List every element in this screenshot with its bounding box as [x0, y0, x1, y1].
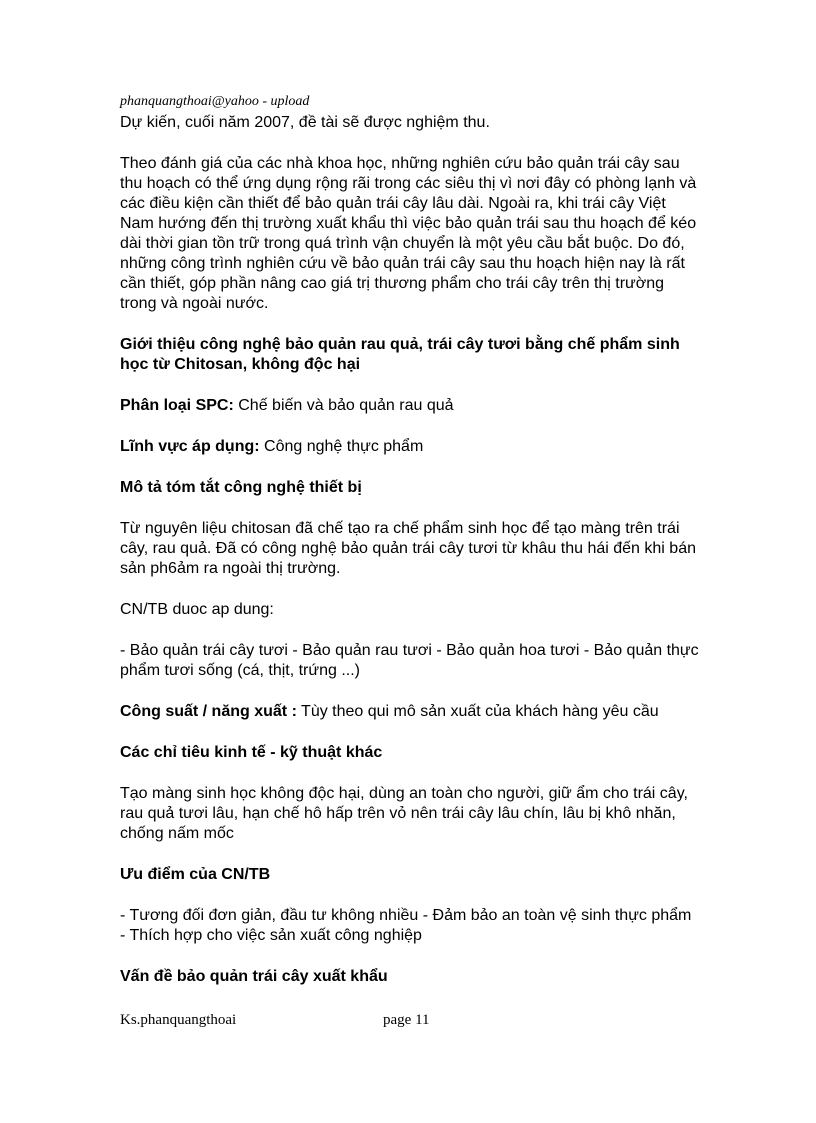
paragraph-applications-list: - Bảo quản trái cây tươi - Bảo quản rau tươi - Bảo quản hoa tươi - Bảo quản thực phẩm tươi sống (cá, thịt, trứng ...)	[120, 642, 699, 679]
capacity-value: Tùy theo qui mô sản xuất của khách hàng yêu cầu	[296, 703, 659, 720]
upload-note: phanquangthoai@yahoo - upload	[120, 94, 310, 109]
heading-introduction: Giới thiệu công nghệ bảo quản rau quả, trái cây tươi bằng chế phẩm sinh học từ Chitosan, không độc hại	[120, 336, 680, 373]
paragraph-applied: CN/TB duoc ap dung:	[120, 601, 274, 618]
spc-classification	[120, 396, 700, 416]
spc-value: Chế biến và bảo quản rau quả	[233, 397, 454, 414]
capacity	[120, 702, 700, 722]
heading-other-criteria: Các chỉ tiêu kinh tế - kỹ thuật khác	[120, 744, 383, 761]
paragraph-acceptance: Dự kiến, cuối năm 2007, đề tài sẽ được nghiệm thu.	[120, 114, 490, 131]
field-label: Lĩnh vực áp dụng:	[120, 438, 260, 455]
spc-label: Phân loại SPC:	[120, 397, 234, 414]
footer-author: Ks.phanquangthoai	[120, 1012, 237, 1028]
paragraph-advantages: - Tương đối đơn giản, đầu tư không nhiều - Đảm bảo an toàn vệ sinh thực phẩm - Thích hợp cho việc sản xuất công nghiệp	[120, 907, 692, 944]
paragraph-assessment: Theo đánh giá của các nhà khoa học, những nghiên cứu bảo quản trái cây sau thu hoạch có thể ứng dụng rộng rãi trong các siêu thị vì nơi đây có phòng lạnh và các điều kiện cần thiết để bảo quản trái cây lâu dài. Ngoài ra, khi trái cây Việt Nam hướng đến thị trường xuất khẩu thì việc bảo quản trái sau thu hoạch để kéo dài thời gian tồn trữ trong quá trình vận chuyển là một yêu cầu bắt buộc. Do đó, những công trình nghiên cứu về bảo quản trái cây sau thu hoạch hiện nay là rất cần thiết, góp phần nâng cao giá trị thương phẩm cho trái cây trên thị trường trong và ngoài nước.	[120, 155, 697, 312]
heading-advantages: Ưu điểm của CN/TB	[120, 866, 271, 883]
footer-page-number: page 11	[383, 1012, 430, 1028]
heading-export: Vấn đề bảo quản trái cây xuất khẩu	[120, 968, 388, 985]
capacity-label: Công suất / năng xuất :	[120, 703, 297, 720]
field-value: Công nghệ thực phẩm	[259, 438, 424, 455]
paragraph-description: Từ nguyên liệu chitosan đã chế tạo ra chế phẩm sinh học để tạo màng trên trái cây, rau quả. Đã có công nghệ bảo quản trái cây tươi từ khâu thu hái đến khi bán sản ph6ảm ra ngoài thị trường.	[120, 520, 696, 577]
document-body	[120, 113, 700, 1008]
heading-description: Mô tả tóm tắt công nghệ thiết bị	[120, 479, 362, 496]
paragraph-other-criteria: Tạo màng sinh học không độc hại, dùng an toàn cho người, giữ ẩm cho trái cây, rau quả tươi lâu, hạn chế hô hấp trên vỏ nên trái cây lâu chín, lâu bị khô nhăn, chống nấm mốc	[120, 785, 688, 842]
application-field	[120, 437, 700, 457]
